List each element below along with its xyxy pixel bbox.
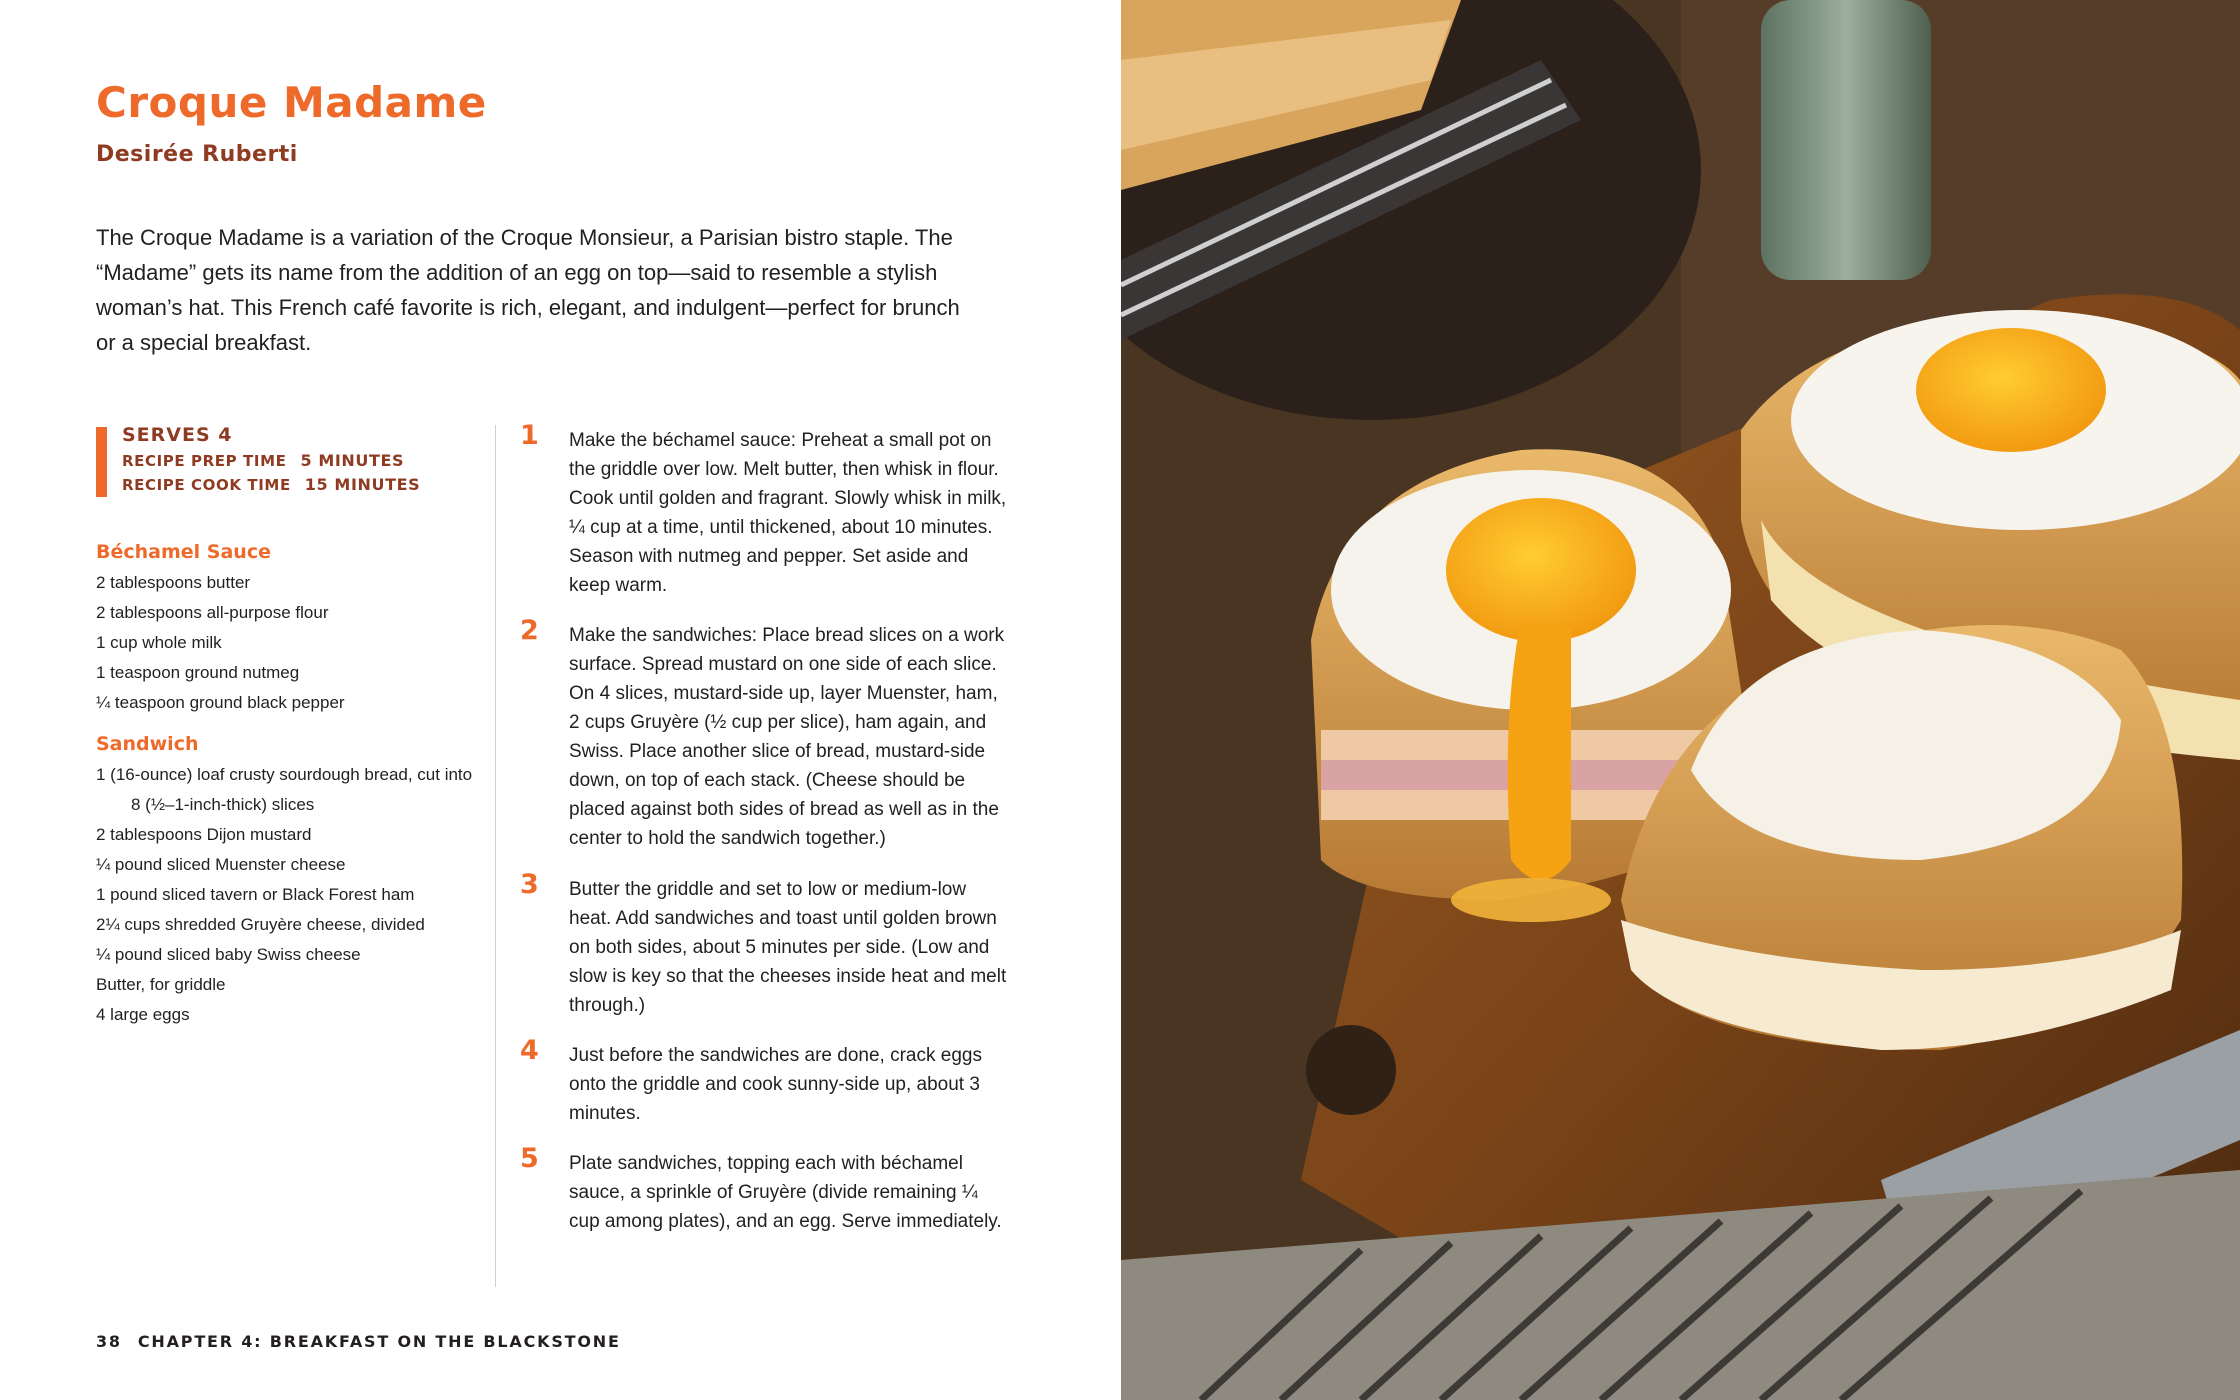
step-text: Just before the sandwiches are done, crack eggs onto the griddle and cook sunny-side up, about 3 minutes.	[569, 1045, 982, 1124]
bechamel-heading: Béchamel Sauce	[96, 541, 271, 563]
step-2	[520, 615, 1010, 853]
croque-madame-photo-icon	[1121, 0, 2240, 1400]
step-text: Butter the griddle and set to low or medium-low heat. Add sandwiches and toast until golden brown on both sides, about 5 minutes per side. (Low and slow is key so that the cheeses inside heat and melt through.)	[569, 879, 1007, 1016]
ingredient-item: ¼ pound sliced baby Swiss cheese	[96, 945, 361, 964]
page-number: 38	[96, 1332, 122, 1351]
step-4	[520, 1035, 1010, 1128]
prep-time-label: RECIPE PREP TIME	[122, 452, 287, 470]
ingredient-item: 2 tablespoons butter	[96, 573, 251, 592]
step-number: 3	[520, 869, 539, 900]
recipe-intro: The Croque Madame is a variation of the Croque Monsieur, a Parisian bistro staple. The “Madame” gets its name from the addition of an egg on top—said to resemble a stylish woman’s hat. This French café favorite is rich, elegant, and indulgent—perfect for brunch or a special breakfast.	[96, 225, 960, 355]
sandwich-ingredient-list	[96, 760, 491, 1030]
step-3	[520, 869, 1010, 1020]
column-divider	[495, 425, 496, 1287]
step-text: Make the sandwiches: Place bread slices on a work surface. Spread mustard on one side of each slice. On 4 slices, mustard-side up, layer Muenster, ham, 2 cups Gruyère (½ cup per slice), ham again, and Swiss. Place another slice of bread, mustard-side down, on top of each stack. (Cheese should be placed against both sides of bread as well as in the center to hold the sandwich together.)	[569, 625, 1005, 849]
ingredient-item: 2 tablespoons Dijon mustard	[96, 825, 312, 844]
cook-time-value: 15 MINUTES	[304, 475, 421, 494]
food-photo	[1121, 0, 2240, 1400]
sandwich-heading: Sandwich	[96, 733, 199, 755]
ingredient-item: 1 teaspoon ground nutmeg	[96, 663, 300, 682]
ingredient-item: 1 (16-ounce) loaf crusty sourdough bread, cut into	[96, 765, 473, 784]
step-number: 5	[520, 1143, 539, 1174]
ingredient-item: 2¼ cups shredded Gruyère cheese, divided	[96, 915, 425, 934]
step-number: 2	[520, 615, 539, 646]
page-footer	[96, 1332, 621, 1351]
meta-accent-bar	[96, 427, 107, 497]
ingredient-item-continuation	[96, 790, 491, 820]
ingredient-item: 2 tablespoons all-purpose flour	[96, 603, 329, 622]
prep-time-value: 5 MINUTES	[300, 451, 405, 470]
step-number: 4	[520, 1035, 539, 1066]
step-number: 1	[520, 420, 539, 451]
ingredient-item: 4 large eggs	[96, 1005, 190, 1024]
step-5	[520, 1143, 1010, 1236]
step-1	[520, 420, 1010, 600]
recipe-author: Desirée Ruberti	[96, 142, 298, 167]
step-text: Plate sandwiches, topping each with béchamel sauce, a sprinkle of Gruyère (divide remaining ¼ cup among plates), and an egg. Serve immediately.	[569, 1153, 1002, 1232]
recipe-meta	[122, 421, 420, 497]
bechamel-ingredient-list	[96, 568, 491, 718]
step-text: Make the béchamel sauce: Preheat a small pot on the griddle over low. Melt butter, then whisk in flour. Cook until golden and fragrant. Slowly whisk in milk, ¼ cup at a time, until thickened, about 10 minutes. Season with nutmeg and pepper. Set aside and keep warm.	[569, 430, 1007, 596]
prep-time-row	[122, 449, 420, 473]
ingredient-item: Butter, for griddle	[96, 975, 226, 994]
ingredient-item: ¼ pound sliced Muenster cheese	[96, 855, 346, 874]
chapter-title: CHAPTER 4: BREAKFAST ON THE BLACKSTONE	[137, 1332, 621, 1351]
ingredient-continuation-text: 8 (½–1-inch-thick) slices	[131, 795, 315, 814]
ingredient-item: 1 pound sliced tavern or Black Forest ham	[96, 885, 415, 904]
serves-label: SERVES 4	[122, 424, 233, 446]
recipe-title: Croque Madame	[96, 78, 487, 127]
cook-time-label: RECIPE COOK TIME	[122, 476, 291, 494]
ingredient-item: ¼ teaspoon ground black pepper	[96, 693, 345, 712]
cook-time-row	[122, 473, 420, 497]
ingredient-item: 1 cup whole milk	[96, 633, 222, 652]
